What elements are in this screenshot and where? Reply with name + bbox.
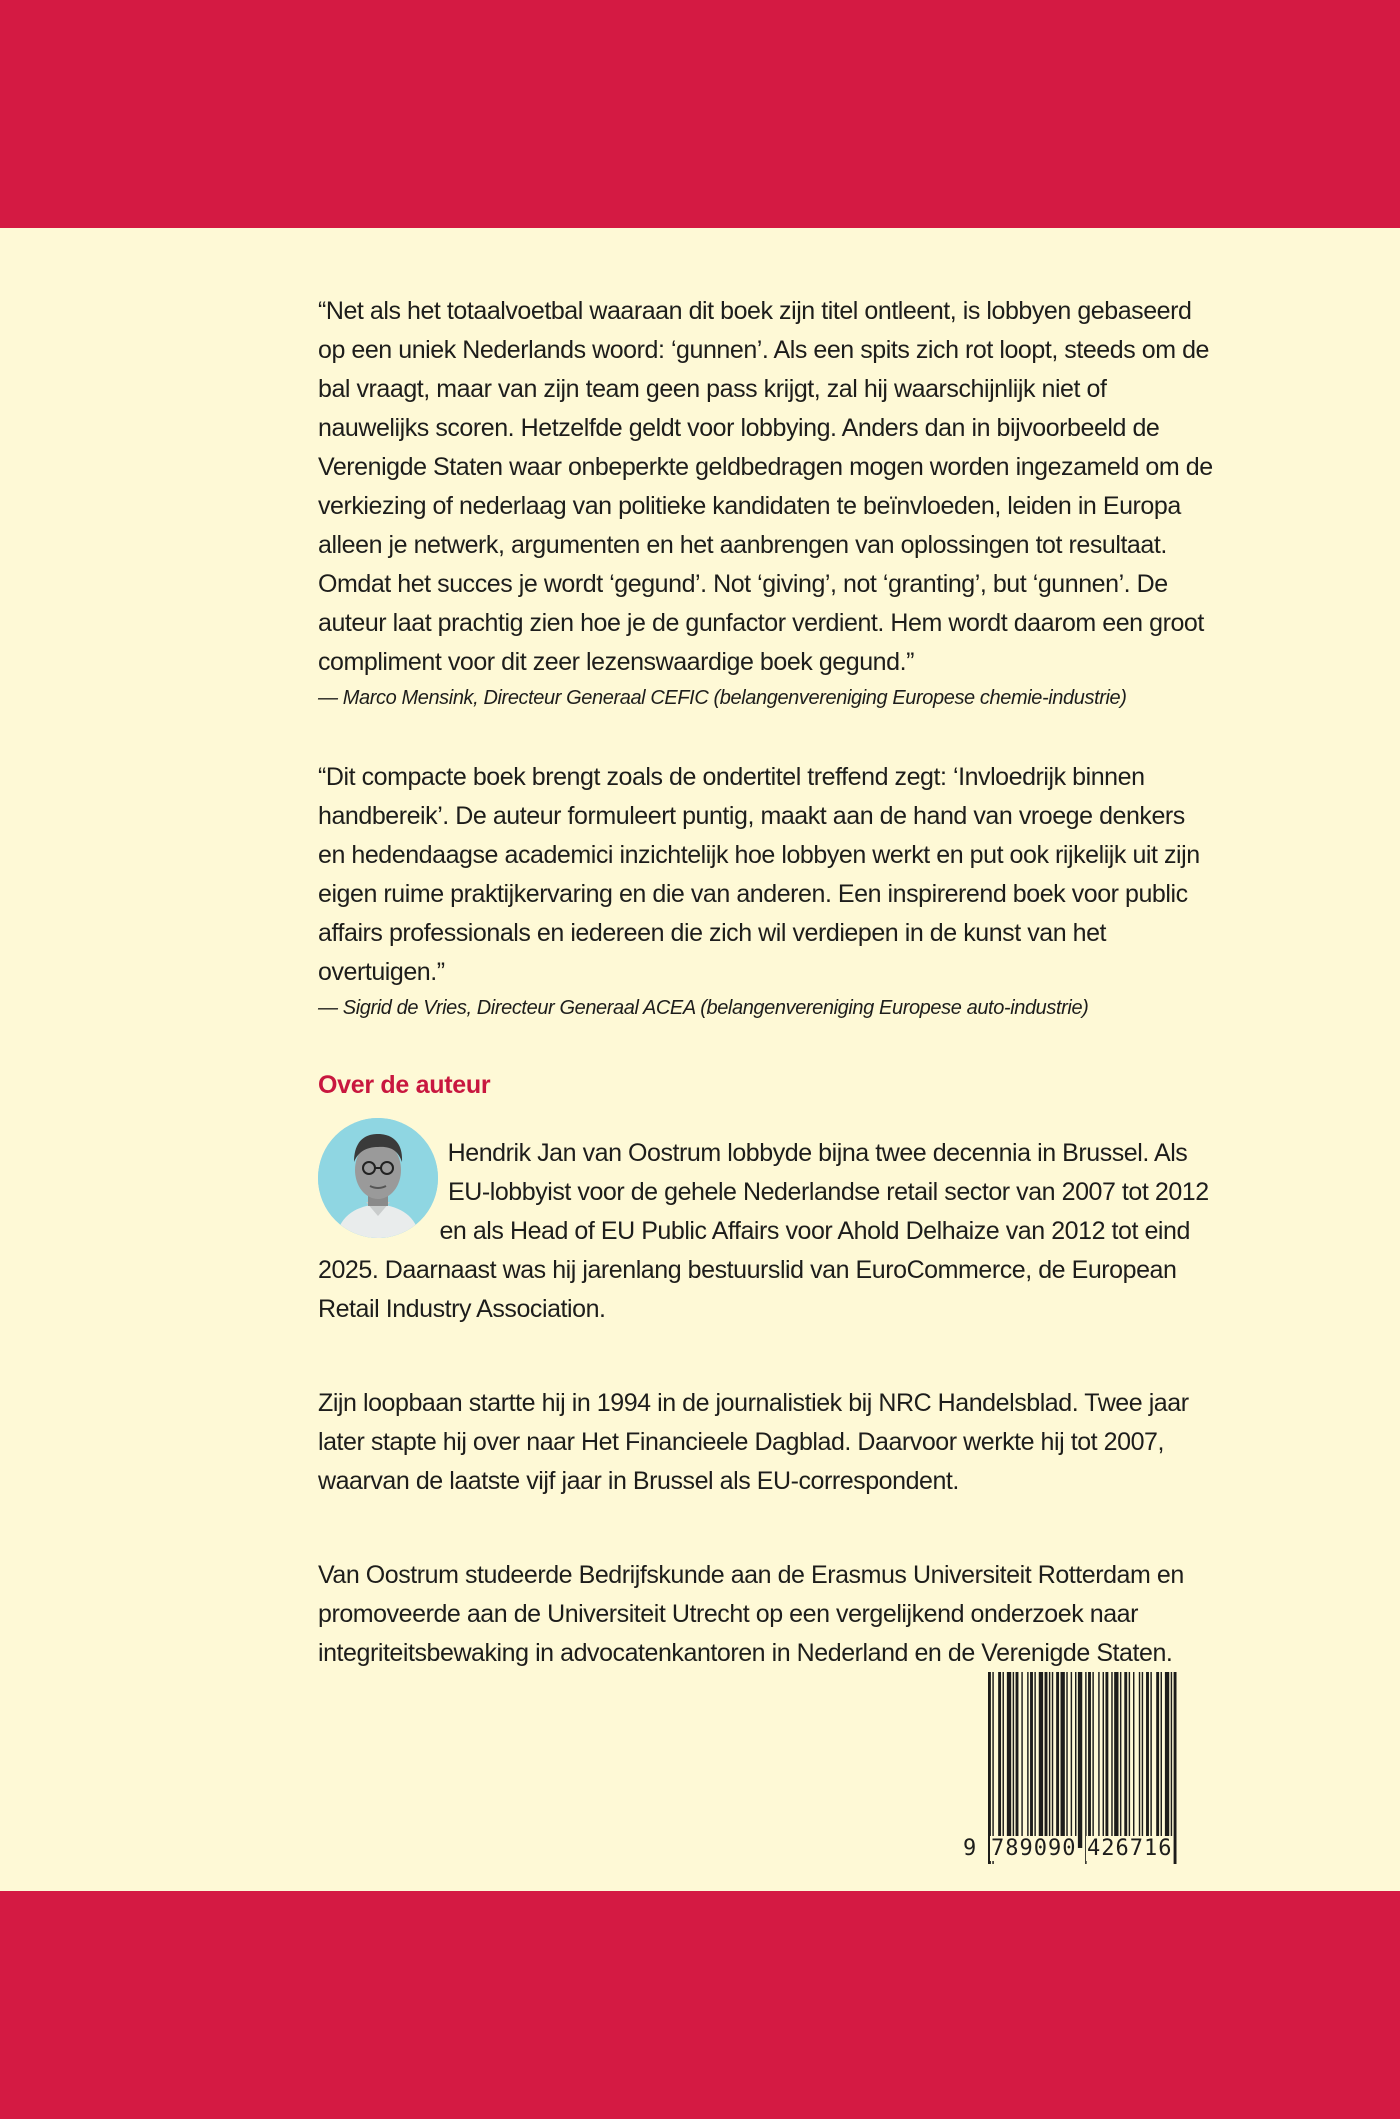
author-portrait-icon — [318, 1118, 438, 1238]
barcode-bar — [1174, 1672, 1177, 1864]
barcode-bar — [1105, 1672, 1108, 1848]
author-heading: Over de auteur — [318, 1071, 491, 1099]
barcode-bar — [1165, 1672, 1169, 1848]
barcode-bar — [1103, 1672, 1104, 1848]
barcode-bar — [1021, 1672, 1022, 1848]
barcode-bar — [1016, 1672, 1019, 1848]
barcode-bar — [1114, 1672, 1118, 1848]
barcode-first-digit: 9 — [963, 1836, 978, 1861]
quote-1-text: “Net als het totaalvoetbal waaraan dit boek zijn titel ontleent, is lobbyen gebaseerd op een uniek Nederlands woord: ‘gunnen’. Als een spits zich rot loopt, steeds om de bal vraagt, maar van zijn team geen pass krijgt, zal hij waarschijnlijk niet of nauwelijks scoren. Hetzelfde geldt voor lobbying. Anders dan in bijvoorbeeld de Verenigde Staten waar onbeperkte geldbedragen mogen worden ingezameld om de verkiezing of nederlaag van politieke kandidaten te beïnvloeden, leiden in Europa alleen je netwerk, argumenten en het aanbrengen van oplossingen tot resultaat. Omdat het succes je wordt ‘gegund’. Not ‘giving’, not ‘granting’, but ‘gunnen’. De auteur laat prachtig zien hoe je de gunfactor verdient. Hem wordt daarom een groot compliment voor dit zeer lezenswaardige boek gegund.” — [318, 297, 1213, 676]
bottom-red-band — [0, 1891, 1400, 2119]
barcode-bar — [1052, 1672, 1053, 1848]
author-photo — [318, 1118, 438, 1238]
author-paragraph-2: Zijn loopbaan startte hij in 1994 in de journalistiek bij NRC Handelsblad. Twee jaar later stapte hij over naar Het Financieele Dagblad. Daarvoor werkte hij tot 2007, waarvan de laatste vijf jaar in Brussel als EU-correspondent. — [318, 1389, 1189, 1495]
barcode-bar — [1061, 1672, 1065, 1848]
author-bio — [318, 1118, 1218, 1673]
quote-2-attribution: — Sigrid de Vries, Directeur Generaal ACEA (belangenvereniging Europese auto-industrie) — [318, 997, 1089, 1019]
barcode-bar — [1066, 1672, 1067, 1848]
barcode-bar — [1034, 1672, 1035, 1848]
quote-1-attribution: — Marco Mensink, Directeur Generaal CEFIC (belangenvereniging Europese chemie-industrie) — [318, 687, 1127, 709]
barcode-bar — [1003, 1672, 1004, 1848]
barcode-bar — [1039, 1672, 1043, 1848]
barcode-bar — [1120, 1672, 1121, 1848]
barcode-bar — [1056, 1672, 1059, 1848]
quote-2-text: “Dit compacte boek brengt zoals de ondertitel treffend zegt: ‘Invloedrijk binnen handbereik’. De auteur formuleert puntig, maakt aan de hand van vroege denkers en hedendaagse academici inzichtelijk hoe lobbyen werkt en put ook rijkelijk uit zijn eigen ruime praktijkervaring en die van anderen. Een inspirerend boek voor public affairs professionals en iedereen die zich wil verdiepen in de kunst van het overtuigen.” — [318, 763, 1200, 986]
barcode-bar — [1075, 1672, 1076, 1848]
back-cover-content — [318, 292, 1218, 1673]
barcode-bar — [1013, 1672, 1014, 1848]
barcode-bar — [1139, 1672, 1140, 1848]
barcode-group-2: 426716 — [1087, 1836, 1173, 1861]
barcode-bar — [1161, 1672, 1162, 1848]
barcode-bar — [998, 1672, 1001, 1848]
barcode-bar — [1111, 1672, 1112, 1848]
barcode-bar — [1030, 1672, 1033, 1848]
barcode-bar — [1007, 1672, 1011, 1848]
barcode-bar — [1133, 1672, 1134, 1848]
isbn-barcode — [960, 1672, 1220, 1872]
barcode-bar — [1156, 1672, 1159, 1848]
barcode-bar — [1049, 1672, 1050, 1848]
top-red-band — [0, 0, 1400, 228]
barcode-bar — [1092, 1672, 1093, 1848]
barcode-bar — [1098, 1672, 1099, 1848]
barcode-bar — [1150, 1672, 1151, 1848]
barcode-bar — [1027, 1672, 1028, 1848]
barcode-bar — [1124, 1672, 1127, 1848]
barcode-bar — [1071, 1672, 1072, 1848]
barcode-bar — [1142, 1672, 1143, 1848]
barcode-bar — [1045, 1672, 1048, 1848]
barcode-bar — [1129, 1672, 1130, 1848]
barcode-bar — [1078, 1672, 1082, 1848]
barcode-bar — [1146, 1672, 1149, 1848]
barcode-bar — [1171, 1672, 1172, 1848]
barcode-group-1: 789090 — [991, 1836, 1077, 1861]
barcode-bar — [1088, 1672, 1091, 1848]
author-paragraph-1: Hendrik Jan van Oostrum lobbyde bijna twee decennia in Brussel. Als EU-lobbyist voor de gehele Nederlandse retail sector van 2007 tot 2012 en als Head of EU Public Affairs voor Ahold Delhaize van 2012 tot eind 2025. Daarnaast was hij jarenlang bestuurslid van EuroCommerce, de European Retail Industry Association. — [318, 1139, 1209, 1323]
author-paragraph-3: Van Oostrum studeerde Bedrijfskunde aan de Erasmus Universiteit Rotterdam en promoveerde aan de Universiteit Utrecht op een vergelijkend onderzoek naar integriteitsbewaking in advocatenkantoren in Nederland en de Verenigde Staten. — [318, 1561, 1184, 1667]
